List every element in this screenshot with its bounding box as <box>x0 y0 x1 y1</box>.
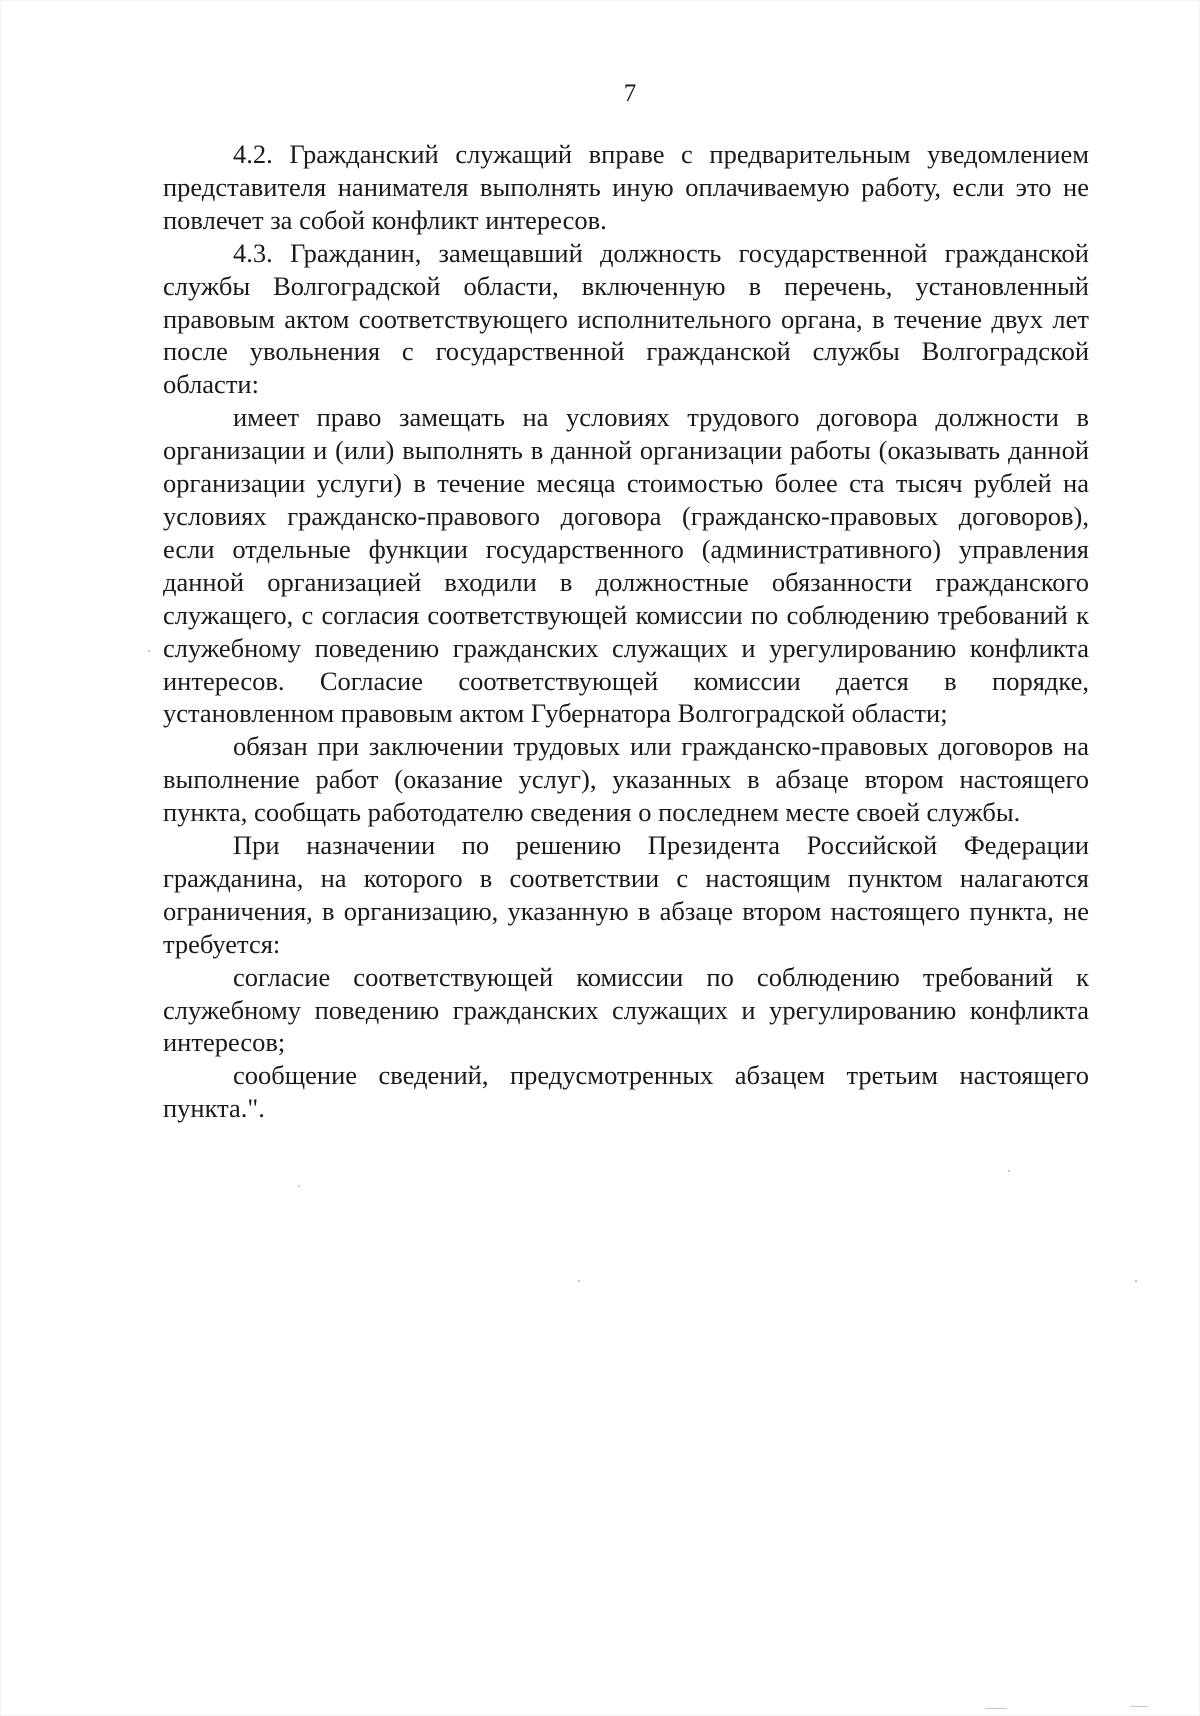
paragraph-obligation: обязан при заключении трудовых или гражданско-правовых договоров на выполнение работ (оказание услуг), указанных в абзаце втором настоящего пункта, сообщать работодателю сведения о последнем месте своей службы. <box>163 731 1089 828</box>
document-body <box>163 138 1089 1125</box>
paragraph-commission-consent: согласие соответствующей комиссии по соблюдению требований к служебному поведению гражданских служащих и урегулированию конфликта интересов; <box>163 961 1089 1058</box>
scan-speck <box>578 1280 580 1282</box>
paragraph-right-to-hold: имеет право замещать на условиях трудового договора должности в организации и (или) выполнять в данной организации работы (оказывать данной организации услуги) в течение месяца стоимостью более ста тысяч рублей на условиях гражданско-правового договора (гражданско-правовых договоров), если отдельные функции государственного (административного) управления данной организацией входили в должностные обязанности гражданского служащего, с согласия соответствующей комиссии по соблюдению требований к служебному поведению гражданских служащих и урегулированию конфликта интересов. Согласие соответствующей комиссии дается в порядке, установленном правовым актом Губернатора Волгоградской области; <box>163 402 1089 729</box>
paragraph-information-report: сообщение сведений, предусмотренных абзацем третьим настоящего пункта.". <box>163 1060 1089 1124</box>
paragraph-4-3: 4.3. Гражданин, замещавший должность государственной гражданской службы Волгоградской области, включенную в перечень, установленный правовым актом соответствующего исполнительного органа, в течение двух лет после увольнения с государственной гражданской службы Волгоградской области: <box>163 237 1089 400</box>
scan-speck <box>1135 1280 1137 1282</box>
paragraph-4-2: 4.2. Гражданский служащий вправе с предварительным уведомлением представителя нанимателя выполнять иную оплачиваемую работу, если это не повлечет за собой конфликт интересов. <box>163 139 1089 235</box>
scan-edge-mark <box>1130 1706 1148 1707</box>
scan-speck <box>148 650 150 652</box>
scan-speck <box>1008 1170 1010 1172</box>
page-number: 7 <box>623 80 637 107</box>
paragraph-president-appointment: При назначении по решению Президента Российской Федерации гражданина, на которого в соответствии с настоящим пунктом налагаются ограничения, в организацию, указанную в абзаце втором настоящего пункта, не требуется: <box>163 830 1089 959</box>
scan-edge-mark <box>985 1708 1007 1709</box>
scan-speck <box>298 1185 300 1187</box>
